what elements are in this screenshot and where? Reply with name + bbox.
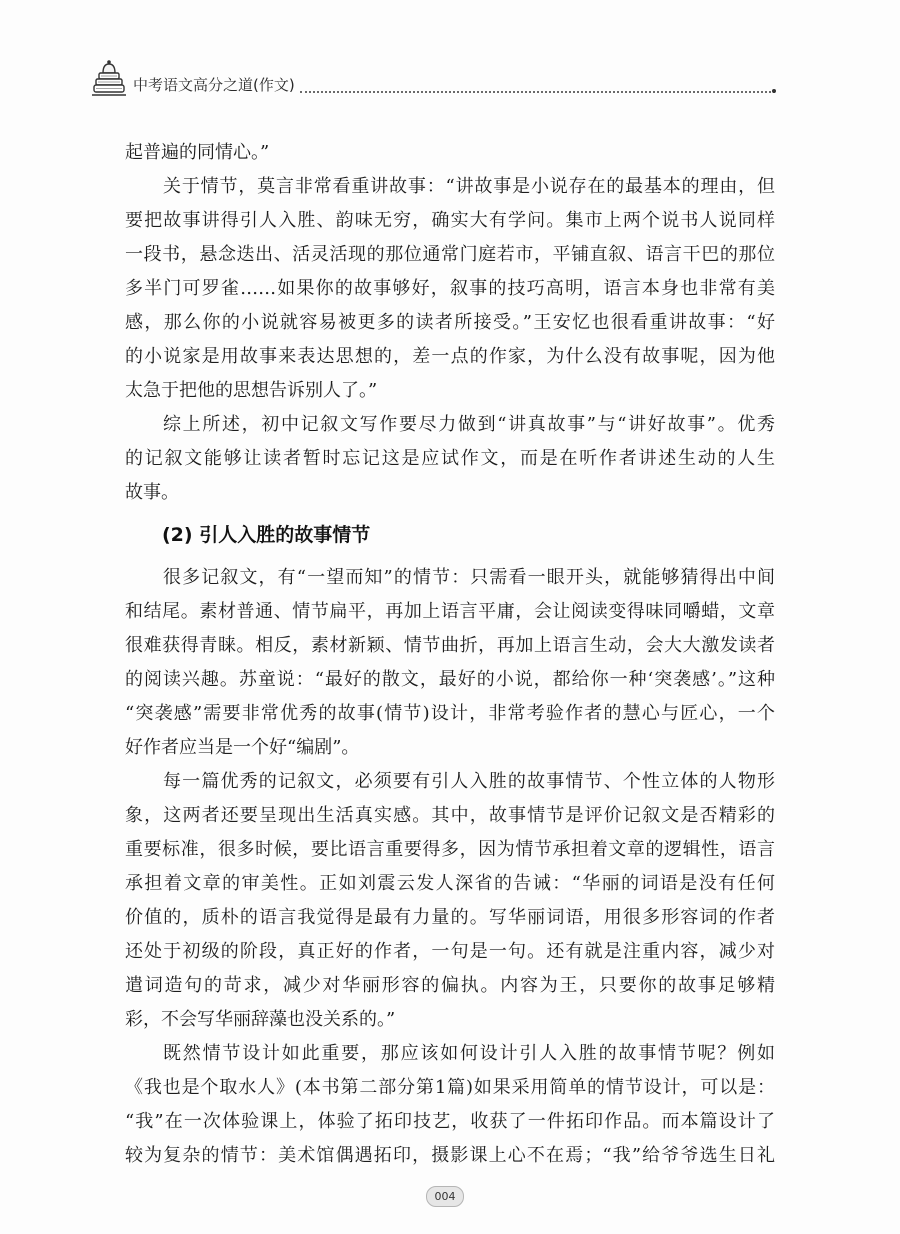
text-line: 故事。: [125, 482, 179, 503]
paragraph: [125, 408, 775, 510]
text-line: 每一篇优秀的记叙文，必须要有引人入胜的故事情节、个性立体的人物形: [163, 771, 775, 792]
text-line: 的阅读兴趣。苏童说：“最好的散文，最好的小说，都给你一种‘突袭感’。”这种: [125, 669, 775, 690]
text-line: 起普遍的同情心。”: [125, 142, 270, 163]
text-line: 感，那么你的小说就容易被更多的读者所接受。”王安忆也很看重讲故事：“好: [125, 312, 775, 333]
text-line: 多半门可罗雀……如果你的故事够好，叙事的技巧高明，语言本身也非常有美: [125, 278, 775, 299]
page-number: 004: [426, 1186, 464, 1207]
text-line: 一段书，悬念迭出、活灵活现的那位通常门庭若市，平铺直叙、语言干巴的那位: [125, 244, 775, 265]
header-rule-end-dot: [772, 89, 776, 93]
header-dotted-rule: [300, 91, 775, 93]
text-line: 很难获得青睐。相反，素材新颖、情节曲折，再加上语言生动，会大大激发读者: [125, 635, 775, 656]
body-text: [125, 136, 775, 1173]
text-line: “我”在一次体验课上，体验了拓印技艺，收获了一件拓印作品。而本篇设计了: [125, 1111, 775, 1132]
book-stack-icon: [92, 58, 126, 98]
running-header-title: 中考语文高分之道(作文): [133, 76, 295, 94]
paragraph: [125, 170, 775, 408]
text-line: 太急于把他的思想告诉别人了。”: [125, 380, 378, 401]
text-line: 综上所述，初中记叙文写作要尽力做到“讲真故事”与“讲好故事”。优秀: [163, 414, 775, 435]
text-line: 好作者应当是一个好“编剧”。: [125, 737, 360, 758]
paragraph: [125, 561, 775, 765]
text-line: “突袭感”需要非常优秀的故事(情节)设计，非常考验作者的慧心与匠心，一个: [125, 703, 775, 724]
text-line: 的小说家是用故事来表达思想的，差一点的作家，为什么没有故事呢，因为他: [125, 346, 775, 367]
text-line: 还处于初级的阶段，真正好的作者，一句是一句。还有就是注重内容，减少对: [125, 941, 775, 962]
section-heading: (2) 引人入胜的故事情节: [162, 524, 371, 546]
text-line: 彩，不会写华丽辞藻也没关系的。”: [125, 1009, 396, 1030]
text-line: 遣词造句的苛求，减少对华丽形容的偏执。内容为王，只要你的故事足够精: [125, 975, 775, 996]
text-line: 很多记叙文，有“一望而知”的情节：只需看一眼开头，就能够猜得出中间: [163, 567, 775, 588]
text-line: 和结尾。素材普通、情节扁平，再加上语言平庸，会让阅读变得味同嚼蜡，文章: [125, 601, 775, 622]
text-line: 象，这两者还要呈现出生活真实感。其中，故事情节是评价记叙文是否精彩的: [125, 805, 775, 826]
text-line: 要把故事讲得引人入胜、韵味无穷，确实大有学问。集市上两个说书人说同样: [125, 210, 775, 231]
paragraph: [125, 1037, 775, 1173]
text-line: 价值的，质朴的语言我觉得是最有力量的。写华丽词语，用很多形容词的作者: [125, 907, 775, 928]
paragraph: [125, 136, 775, 170]
text-line: 既然情节设计如此重要，那应该如何设计引人入胜的故事情节呢？例如: [163, 1043, 775, 1064]
text-line: 重要标准，很多时候，要比语言重要得多，因为情节承担着文章的逻辑性，语言: [125, 839, 775, 860]
text-line: 较为复杂的情节：美术馆偶遇拓印，摄影课上心不在焉；“我”给爷爷选生日礼: [125, 1145, 775, 1166]
text-line: 《我也是个取水人》(本书第二部分第1篇)如果采用简单的情节设计，可以是：: [125, 1077, 775, 1098]
text-line: 的记叙文能够让读者暂时忘记这是应试作文，而是在听作者讲述生动的人生: [125, 448, 775, 469]
paragraph: [125, 765, 775, 1037]
text-line: 承担着文章的审美性。正如刘震云发人深省的告诫：“华丽的词语是没有任何: [125, 873, 775, 894]
text-line: 关于情节，莫言非常看重讲故事：“讲故事是小说存在的最基本的理由，但: [163, 176, 775, 197]
